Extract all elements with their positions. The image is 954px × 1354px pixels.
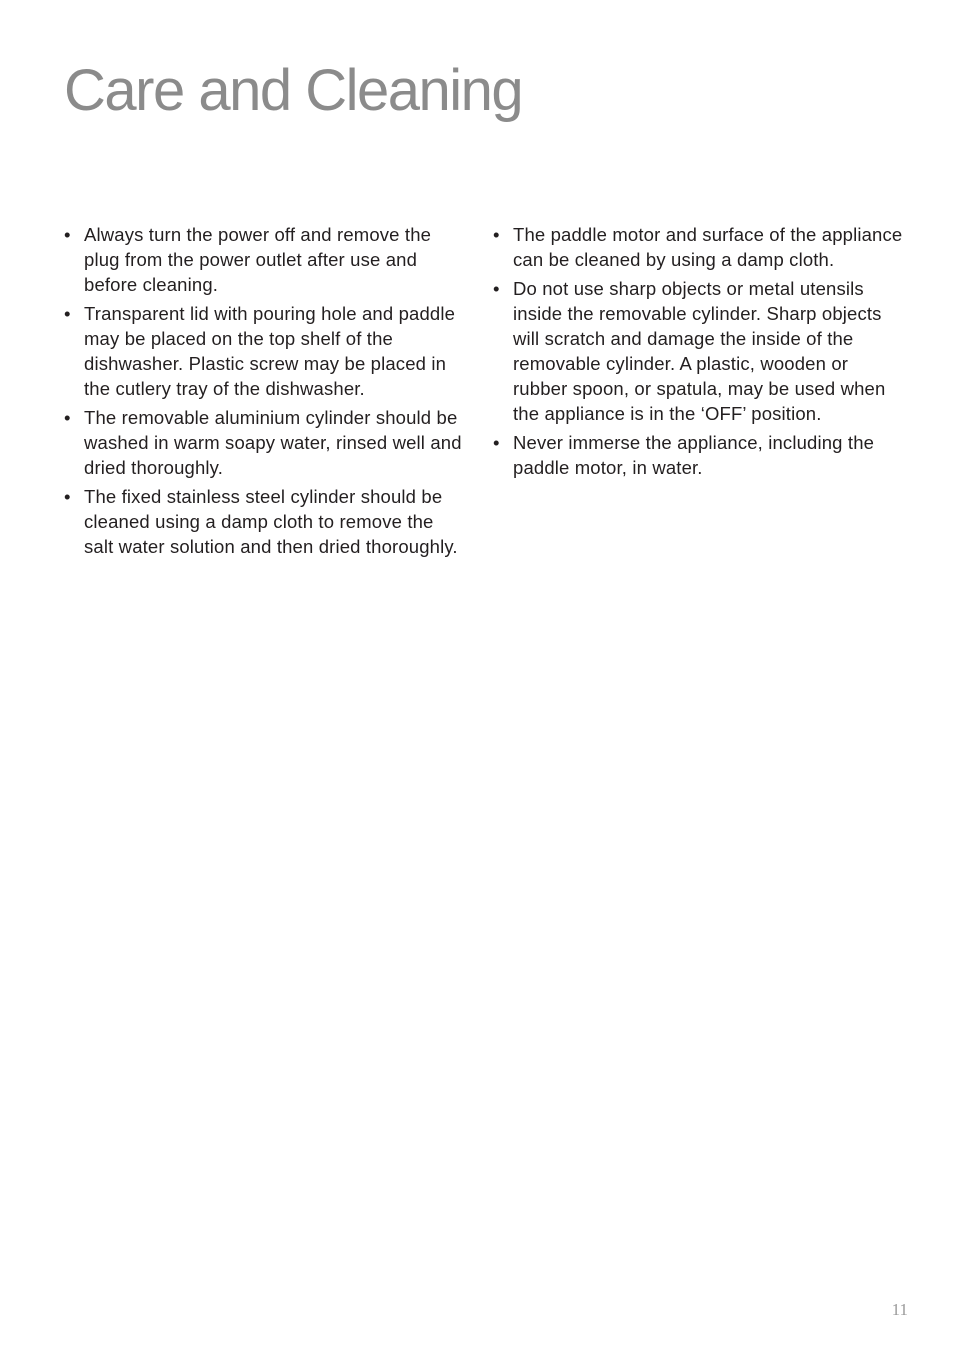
- list-item-text: The paddle motor and surface of the appliance can be cleaned by using a damp cloth.: [513, 224, 903, 270]
- list-item-text: The fixed stainless steel cylinder should be cleaned using a damp cloth to remove the salt water solution and then dried thoroughly.: [84, 486, 458, 557]
- page-title: Care and Cleaning: [64, 58, 523, 123]
- bullet-icon: •: [493, 224, 500, 245]
- list-item-text: Always turn the power off and remove the plug from the power outlet after use and before cleaning.: [84, 224, 432, 295]
- list-item: [64, 405, 464, 480]
- bullet-icon: •: [493, 278, 500, 299]
- list-item-text: The removable aluminium cylinder should be washed in warm soapy water, rinsed well and dried thoroughly.: [84, 407, 462, 478]
- bullet-icon: •: [64, 224, 71, 245]
- bullet-icon: •: [64, 407, 71, 428]
- right-column-list: [493, 222, 903, 484]
- list-item-text: Do not use sharp objects or metal utensils inside the removable cylinder. Sharp objects will scratch and damage the inside of the removable cylinder. A plastic, wooden or rubber spoon, or spatula, may be used when the appliance is in the ‘OFF’ position.: [513, 278, 886, 424]
- page-number: 11: [891, 1300, 908, 1319]
- bullet-icon: •: [493, 432, 500, 453]
- list-item: [64, 484, 464, 559]
- bullet-icon: •: [64, 303, 71, 324]
- list-item: [493, 430, 903, 480]
- list-item: [493, 222, 903, 272]
- list-item: [493, 276, 903, 426]
- list-item: [64, 222, 464, 297]
- list-item-text: Transparent lid with pouring hole and paddle may be placed on the top shelf of the dishwasher. Plastic screw may be placed in the cutlery tray of the dishwasher.: [84, 303, 456, 399]
- bullet-icon: •: [64, 486, 71, 507]
- list-item-text: Never immerse the appliance, including the paddle motor, in water.: [513, 432, 875, 478]
- list-item: [64, 301, 464, 401]
- left-column-list: [64, 222, 464, 563]
